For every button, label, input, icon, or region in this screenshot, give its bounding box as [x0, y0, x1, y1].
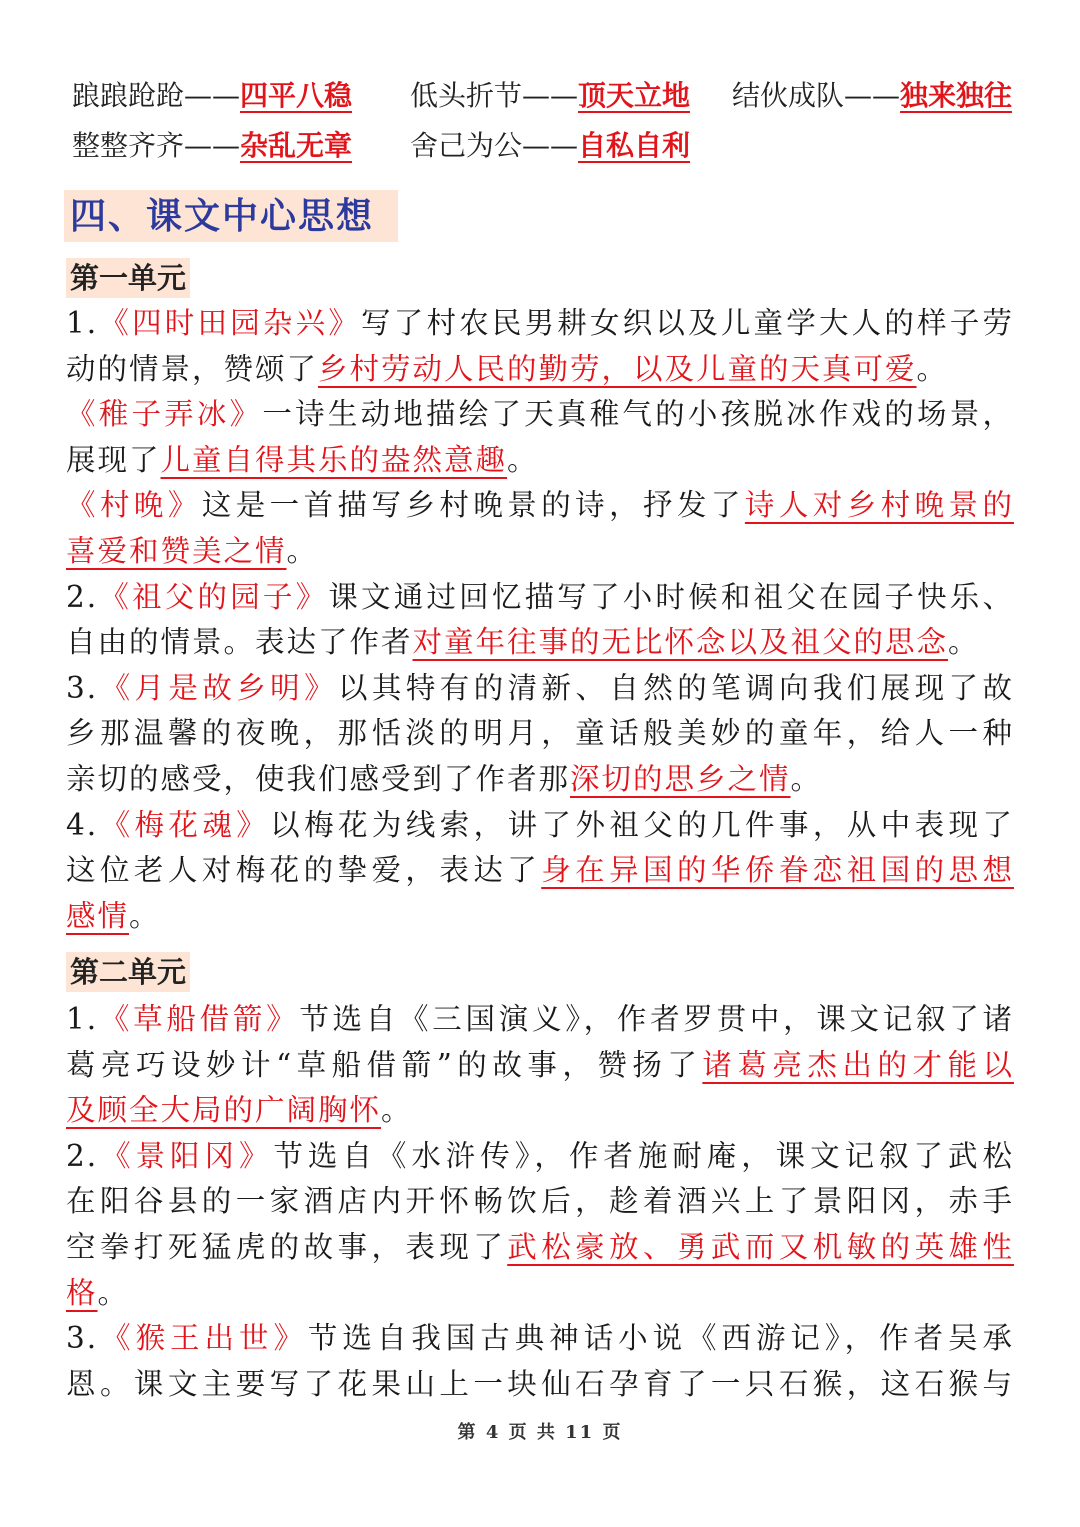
body-text: 在阳谷县的一家酒店内开怀畅饮后，趁着酒兴上了景阳冈，赤手: [66, 1184, 1014, 1219]
text-line: [66, 300, 1014, 346]
antonym-answer: 独来独往: [900, 79, 1013, 112]
text-line: [66, 665, 1014, 711]
antonym-dash: ——: [522, 129, 579, 162]
key-point: 及顾全大局的广阔胸怀: [66, 1093, 382, 1128]
text-line: [66, 346, 1014, 392]
text-line: [66, 847, 1014, 893]
antonym-word: 结伙成队: [732, 79, 845, 112]
body-text: 乡那温馨的夜晚，那恬淡的明月，童话般美妙的童年，给人一种: [66, 716, 1014, 751]
antonym-dash: ——: [184, 129, 241, 162]
body-text: 空拳打死猛虎的故事，表现了: [66, 1230, 508, 1264]
text-line: [66, 1133, 1014, 1179]
body-text: 。: [790, 762, 823, 796]
body-text: 写了村农民男耕女织以及儿童学大人的样子劳: [361, 306, 1014, 340]
key-point: 儿童自得其乐的盎然意趣: [160, 442, 508, 477]
antonym-pair: [732, 74, 1012, 118]
text-line: [66, 1315, 1014, 1361]
antonym-pair: [72, 74, 352, 118]
body-text: 一诗生动地描绘了天真稚气的小孩脱冰作戏的场景，: [262, 397, 1014, 432]
body-text: 亲切的感受，使我们感受到了作者那: [66, 762, 571, 796]
key-point: 诸葛亮杰出的才能以: [702, 1047, 1014, 1082]
lesson-title: 《稚子弄冰》: [66, 397, 263, 432]
lesson-title: 《猴王出世》: [98, 1321, 308, 1356]
antonym-pair: [72, 124, 352, 168]
antonym-word: 整整齐齐: [72, 129, 185, 162]
lesson-title: 《梅花魂》: [98, 807, 271, 842]
lesson-title: 《四时田园杂兴》: [98, 306, 362, 340]
text-line: [66, 528, 1014, 574]
body-text: 。: [286, 534, 319, 568]
text-line: [66, 1224, 1014, 1270]
text-line: [66, 996, 1014, 1042]
antonym-answer: 四平八稳: [240, 79, 353, 112]
key-point: 喜爱和赞美之情: [66, 534, 287, 568]
body-text: 。: [97, 1275, 130, 1310]
text-line: [66, 391, 1014, 437]
antonym-pair: [410, 74, 690, 118]
antonym-dash: ——: [844, 79, 901, 112]
section-heading: 四、课文中心思想: [64, 190, 398, 242]
text-line: [66, 1087, 1014, 1133]
lesson-title: 《月是故乡明》: [98, 670, 339, 705]
antonym-pair: [410, 124, 690, 168]
key-point: 深切的思乡之情: [570, 762, 791, 796]
lesson-title: 《村晚》: [66, 488, 202, 523]
antonym-dash: ——: [522, 79, 579, 112]
body-text: 这是一首描写乡村晚景的诗，抒发了: [201, 488, 745, 523]
body-text: 以其特有的清新、自然的笔调向我们展现了故: [338, 670, 1014, 705]
text-line: [66, 437, 1014, 483]
key-point: 格: [66, 1275, 98, 1310]
body-text: 节选自《三国演义》，作者罗贯中，课文记叙了诸: [299, 1002, 1014, 1036]
key-point: 身在异国的华侨眷恋祖国的思想: [541, 853, 1014, 888]
body-text: 。: [507, 442, 539, 477]
body-text: 以梅花为线索，讲了外祖父的几件事，从中表现了: [270, 807, 1014, 842]
body-text: 1.: [66, 1002, 99, 1036]
body-text: 。: [129, 898, 161, 933]
text-line: [66, 893, 1014, 939]
body-text: 这位老人对梅花的挚爱，表达了: [66, 853, 542, 888]
body-text: 3.: [66, 1321, 99, 1356]
text-line: [66, 1361, 1014, 1407]
antonym-answer: 顶天立地: [578, 79, 691, 112]
body-text: 节选自我国古典神话小说《西游记》，作者吴承: [307, 1321, 1014, 1356]
lesson-title: 《祖父的园子》: [98, 579, 329, 614]
key-point: 诗人对乡村晚景的: [744, 488, 1014, 523]
unit-label: 第一单元: [66, 258, 190, 298]
text-line: [66, 1178, 1014, 1224]
unit-label: 第二单元: [66, 952, 190, 992]
key-point: 感情: [66, 898, 130, 933]
body-text: 。: [916, 351, 949, 386]
body-text: 。: [948, 625, 980, 660]
body-text: 4.: [66, 807, 99, 842]
text-line: [66, 619, 1014, 665]
key-point: 武松豪放、勇武而又机敏的英雄性: [507, 1230, 1014, 1264]
text-line: [66, 1270, 1014, 1316]
text-line: [66, 756, 1014, 802]
page-footer: 第 4 页 共 11 页: [457, 1422, 623, 1443]
text-line: [66, 710, 1014, 756]
key-point: 对童年往事的无比怀念以及祖父的思念: [412, 625, 949, 660]
text-line: [66, 574, 1014, 620]
antonym-answer: 自私自利: [578, 129, 691, 162]
lesson-title: 《景阳冈》: [98, 1138, 274, 1173]
antonym-answer: 杂乱无章: [240, 129, 353, 162]
antonym-word: 低头折节: [410, 79, 523, 112]
body-text: 自由的情景。表达了作者: [66, 625, 413, 660]
antonym-word: 踉踉跄跄: [72, 79, 185, 112]
body-text: 1.: [66, 306, 99, 340]
body-text: 课文通过回忆描写了小时候和祖父在园子快乐、: [328, 579, 1014, 614]
antonym-word: 舍己为公: [410, 129, 523, 162]
body-text: 动的情景，赞颂了: [66, 351, 319, 386]
body-text: 2.: [66, 1138, 99, 1173]
lesson-title: 《草船借箭》: [98, 1002, 300, 1036]
body-text: 恩。课文主要写了花果山上一块仙石孕育了一只石猴，这石猴与: [66, 1366, 1014, 1401]
body-text: 2.: [66, 579, 99, 614]
body-text: 3.: [66, 670, 99, 705]
body-text: 节选自《水浒传》，作者施耐庵，课文记叙了武松: [273, 1138, 1014, 1173]
body-text: 展现了: [66, 442, 161, 477]
text-line: [66, 802, 1014, 848]
body-text: 葛亮巧设妙计“草船借箭”的故事，赞扬了: [66, 1047, 703, 1082]
key-point: 乡村劳动人民的勤劳，以及儿童的天真可爱: [318, 351, 917, 386]
antonym-dash: ——: [184, 79, 241, 112]
text-line: [66, 1042, 1014, 1088]
text-line: [66, 482, 1014, 528]
body-text: 。: [381, 1093, 413, 1128]
